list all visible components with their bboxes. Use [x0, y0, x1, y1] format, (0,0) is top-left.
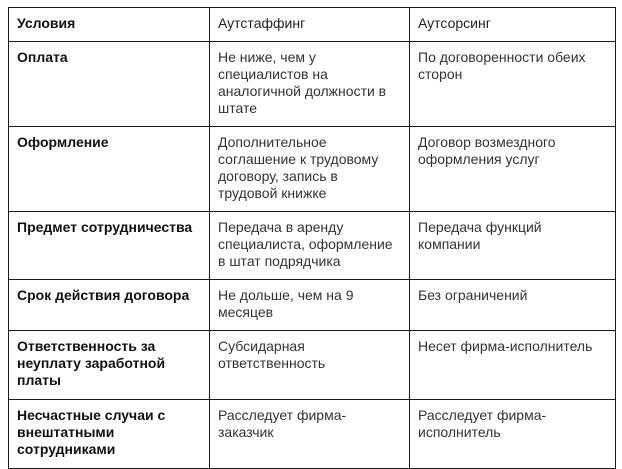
table-row	[9, 280, 616, 331]
row-outstaffing-value: Субсидарная ответственность	[210, 331, 410, 400]
header-conditions: Условия	[9, 8, 210, 42]
row-condition: Несчастные случаи с внештатными сотрудниками	[9, 400, 210, 469]
comparison-table	[8, 7, 616, 469]
row-condition: Предмет сотрудничества	[9, 212, 210, 280]
header-outsourcing: Аутсорсинг	[410, 8, 616, 42]
row-outsourcing-value: Без ограничений	[410, 280, 616, 331]
row-condition: Срок действия договора	[9, 280, 210, 331]
row-outstaffing-value: Не ниже, чем у специалистов на аналогичной должности в штате	[210, 42, 410, 127]
comparison-table-container	[8, 7, 615, 469]
table-row	[9, 127, 616, 212]
row-outstaffing-value: Передача в аренду специалиста, оформление в штат подрядчика	[210, 212, 410, 280]
table-row	[9, 400, 616, 469]
row-outstaffing-value: Расследует фирма-заказчик	[210, 400, 410, 469]
table-row	[9, 212, 616, 280]
row-outsourcing-value: Расследует фирма-исполнитель	[410, 400, 616, 469]
row-outsourcing-value: Договор возмездного оформления услуг	[410, 127, 616, 212]
row-condition: Оформление	[9, 127, 210, 212]
table-header-row	[9, 8, 616, 42]
row-outstaffing-value: Не дольше, чем на 9 месяцев	[210, 280, 410, 331]
header-outstaffing: Аутстаффинг	[210, 8, 410, 42]
row-condition: Оплата	[9, 42, 210, 127]
row-outsourcing-value: По договоренности обеих сторон	[410, 42, 616, 127]
row-outsourcing-value: Несет фирма-исполнитель	[410, 331, 616, 400]
row-condition: Ответственность за неуплату заработной платы	[9, 331, 210, 400]
row-outstaffing-value: Дополнительное соглашение к трудовому договору, запись в трудовой книжке	[210, 127, 410, 212]
table-row	[9, 42, 616, 127]
table-row	[9, 331, 616, 400]
row-outsourcing-value: Передача функций компании	[410, 212, 616, 280]
